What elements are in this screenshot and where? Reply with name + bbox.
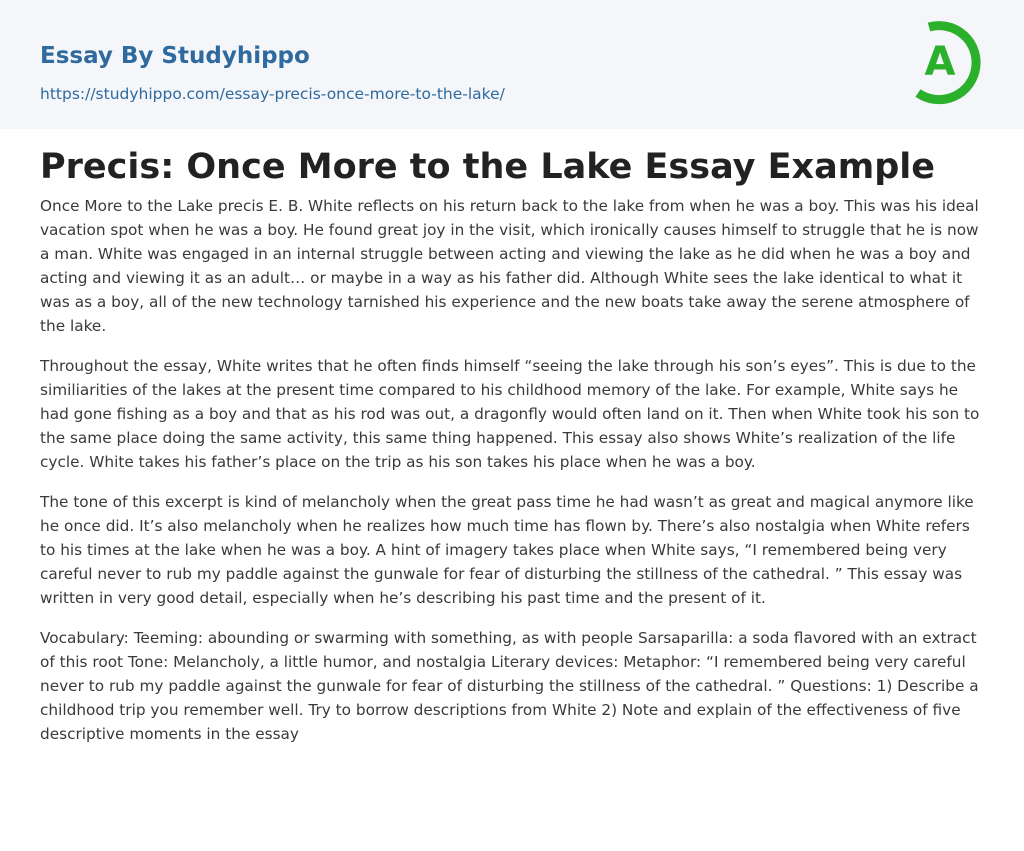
site-header <box>0 0 1024 129</box>
page-title: Precis: Once More to the Lake Essay Example <box>40 147 935 187</box>
article-body <box>40 194 986 762</box>
paragraph-4: Vocabulary: Teeming: abounding or swarming with something, as with people Sarsaparilla: a soda flavored with an extract of this root Tone: Melancholy, a little humor, and nostalgia Literary devices: Metaphor: “I remembered being very careful never to rub my paddle against the gunwale for fear of disturbing the stillness of the cathedral. ” Questions: 1) Describe a childhood trip you remember well. Try to borrow descriptions from White 2) Note and explain of the effectiveness of five descriptive moments in the essay <box>40 629 979 743</box>
paragraph-3: The tone of this excerpt is kind of melancholy when the great pass time he had wasn’t as great and magical anymore like he once did. It’s also melancholy when he realizes how much time has flown by. There’s also nostalgia when White refers to his times at the lake when he was a boy. A hint of imagery takes place when White says, “I remembered being very careful never to rub my paddle against the gunwale for fear of disturbing the stillness of the cathedral. ” This essay was written in very good detail, especially when he’s describing his past time and the present of it. <box>40 493 974 607</box>
page-url-link[interactable]: https://studyhippo.com/essay-precis-once-more-to-the-lake/ <box>40 85 505 103</box>
paragraph-2: Throughout the essay, White writes that he often finds himself “seeing the lake through his son’s eyes”. This is due to the similiarities of the lakes at the present time compared to his childhood memory of the lake. For example, White says he had gone fishing as a boy and that as his rod was out, a dragonfly would often land on it. Then when White took his son to the same place doing the same activity, this same thing happened. This essay also shows White’s realization of the life cycle. White takes his father’s place on the trip as his son takes his place when he was a boy. <box>40 357 980 471</box>
studyhippo-logo-icon[interactable] <box>912 18 988 106</box>
site-brand[interactable]: Essay By Studyhippo <box>40 43 310 69</box>
paragraph-1: Once More to the Lake precis E. B. White reflects on his return back to the lake from when he was a boy. This was his ideal vacation spot when he was a boy. He found great joy in the visit, which ironically causes himself to struggle that he is now a man. White was engaged in an internal struggle between acting and viewing the lake as he did when he was a boy and acting and viewing it as an adult… or maybe in a way as his father did. Although White sees the lake identical to what it was as a boy, all of the new technology tarnished his experience and the new boats take away the serene atmosphere of the lake. <box>40 197 979 335</box>
logo-letter: A <box>924 39 956 85</box>
